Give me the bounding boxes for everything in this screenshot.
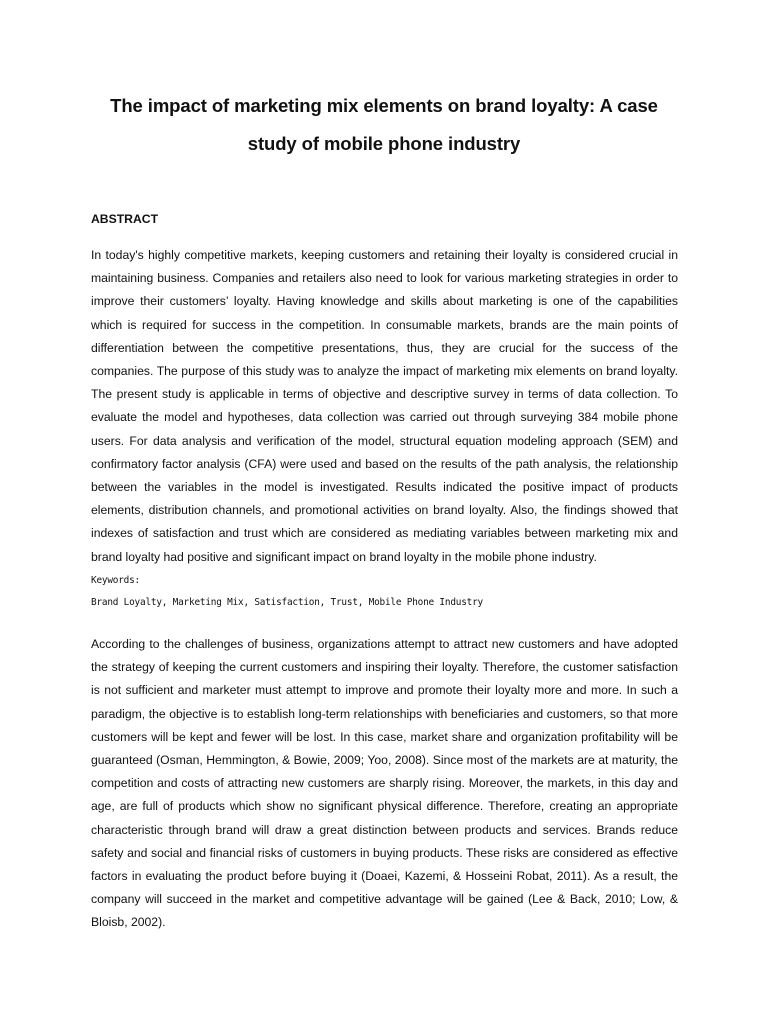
keywords-list: Brand Loyalty, Marketing Mix, Satisfaction, Trust, Mobile Phone Industry: [91, 597, 483, 608]
keywords-label: Keywords:: [91, 575, 140, 586]
abstract-paragraph: In today's highly competitive markets, keeping customers and retaining their loyalty is considered crucial in maintaining business. Companies and retailers also need to look for various marketing strategies in order to improve their customers’ loyalty. Having knowledge and skills about marketing is one of the capabilities which is required for success in the competition. In consumable markets, brands are the main points of differentiation between the competitive presentations, thus, they are crucial for the success of the companies. The purpose of this study was to analyze the impact of marketing mix elements on brand loyalty. The present study is applicable in terms of objective and descriptive survey in terms of data collection. To evaluate the model and hypotheses, data collection was carried out through surveying 384 mobile phone users. For data analysis and verification of the model, structural equation modeling approach (SEM) and confirmatory factor analysis (CFA) were used and based on the results of the path analysis, the relationship between the variables in the model is investigated. Results indicated the positive impact of products elements, distribution channels, and promotional activities on brand loyalty. Also, the findings showed that indexes of satisfaction and trust which are considered as mediating variables between marketing mix and brand loyalty had positive and significant impact on brand loyalty in the mobile phone industry.: [91, 248, 678, 564]
paper-title: The impact of marketing mix elements on brand loyalty: A case study of mobile phone industry: [110, 95, 658, 154]
abstract-heading: ABSTRACT: [91, 212, 159, 226]
body-paragraph: According to the challenges of business, organizations attempt to attract new customers and have adopted the strategy of keeping the current customers and inspiring their loyalty. Therefore, the customer satisfaction is not sufficient and marketer must attempt to improve and promote their loyalty more and more. In such a paradigm, the objective is to establish long-term relationships with beneficiaries and customers, so that more customers will be kept and fewer will be lost. In this case, market share and organization profitability will be guaranteed (Osman, Hemmington, & Bowie, 2009; Yoo, 2008). Since most of the markets are at maturity, the competition and costs of attracting new customers are sharply rising. Moreover, the markets, in this day and age, are full of products which show no significant physical difference. Therefore, creating an appropriate characteristic through brand will draw a great distinction between products and services. Brands reduce safety and social and financial risks of customers in buying products. These risks are considered as effective factors in evaluating the product before buying it (Doaei, Kazemi, & Hosseini Robat, 2011). As a result, the company will succeed in the market and competitive advantage will be gained (Lee & Back, 2010; Low, & Bloisb, 2002).: [91, 637, 678, 930]
